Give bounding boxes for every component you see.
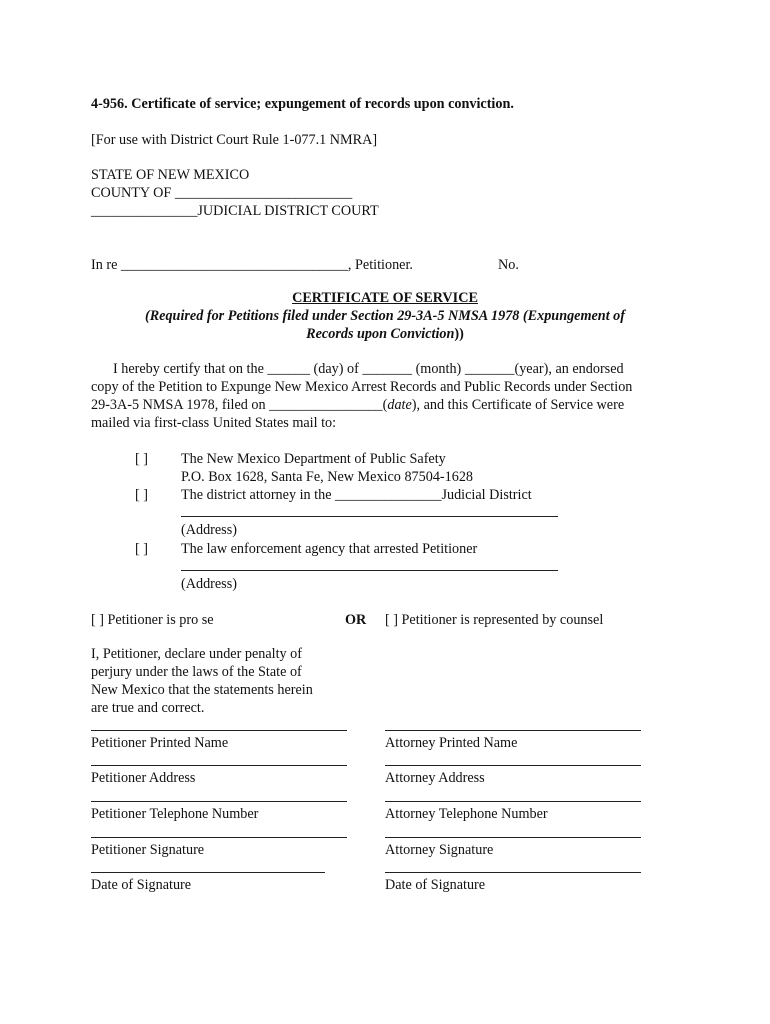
- petitioner-signature-line[interactable]: [91, 837, 347, 838]
- body-line2: copy of the Petition to Expunge New Mexico Arrest Records and Public Records under Section: [91, 379, 633, 395]
- checkbox-law-enforcement[interactable]: [ ]: [135, 541, 148, 557]
- certificate-subtitle-line2: [0, 325, 770, 343]
- attorney-name-line[interactable]: [385, 730, 641, 731]
- district-court-line: _______________JUDICIAL DISTRICT COURT: [91, 203, 379, 219]
- le-address-line: [181, 570, 558, 571]
- attorney-date-label: Date of Signature: [385, 877, 486, 893]
- subtitle-italic: Records upon Conviction: [306, 326, 455, 342]
- attorney-signature-label: Attorney Signature: [385, 842, 494, 858]
- attorney-phone-line[interactable]: [385, 801, 641, 802]
- recipient-law-enforcement: The law enforcement agency that arrested Petitioner: [181, 541, 478, 557]
- checkbox-dps[interactable]: [ ]: [135, 451, 148, 467]
- case-number-label: No.: [498, 257, 519, 273]
- attorney-name-label: Attorney Printed Name: [385, 735, 518, 751]
- petitioner-phone-line[interactable]: [91, 801, 347, 802]
- county-line: COUNTY OF _________________________: [91, 185, 353, 201]
- rule-note: [For use with District Court Rule 1-077.1 NMRA]: [91, 132, 378, 148]
- certificate-heading: CERTIFICATE OF SERVICE: [292, 290, 478, 306]
- body-line4: mailed via first-class United States mail to:: [91, 415, 337, 431]
- recipient-dps-address: P.O. Box 1628, Santa Fe, New Mexico 87504-1628: [181, 469, 474, 485]
- state-line: STATE OF NEW MEXICO: [91, 167, 250, 183]
- petitioner-address-line[interactable]: [91, 765, 347, 766]
- petitioner-name-label: Petitioner Printed Name: [91, 735, 229, 751]
- attorney-address-line[interactable]: [385, 765, 641, 766]
- attorney-signature-line[interactable]: [385, 837, 641, 838]
- pro-se-option[interactable]: [ ] Petitioner is pro se: [91, 612, 214, 628]
- subtitle-close: )): [454, 326, 464, 342]
- body-line3-start: 29-3A-5 NMSA 1978, filed on ________________(: [91, 397, 388, 413]
- body-line3-date: date: [387, 397, 412, 413]
- da-address-line: [181, 516, 558, 517]
- body-line3: [91, 396, 624, 414]
- recipient-dps-name: The New Mexico Department of Public Safety: [181, 451, 446, 467]
- checkbox-district-attorney[interactable]: [ ]: [135, 487, 148, 503]
- declaration-line2: perjury under the laws of the State of: [91, 664, 302, 680]
- recipient-district-attorney: The district attorney in the _______________Judicial District: [181, 487, 532, 503]
- petitioner-date-label: Date of Signature: [91, 877, 192, 893]
- le-address-label: (Address): [181, 576, 237, 592]
- declaration-line4: are true and correct.: [91, 700, 205, 716]
- body-line3-end: ), and this Certificate of Service were: [411, 397, 625, 413]
- petitioner-address-label: Petitioner Address: [91, 770, 196, 786]
- certificate-subtitle-line1: (Required for Petitions filed under Section 29-3A-5 NMSA 1978 (Expungement of: [144, 308, 626, 324]
- petitioner-phone-label: Petitioner Telephone Number: [91, 806, 259, 822]
- attorney-date-line[interactable]: [385, 872, 641, 873]
- counsel-option[interactable]: [ ] Petitioner is represented by counsel: [385, 612, 604, 628]
- form-title: 4-956. Certificate of service; expungement of records upon conviction.: [91, 96, 514, 112]
- body-line1: I hereby certify that on the ______ (day) of _______ (month) _______(year), an endorsed: [113, 361, 624, 377]
- declaration-line3: New Mexico that the statements herein: [91, 682, 313, 698]
- or-label: OR: [345, 612, 367, 628]
- petitioner-date-line[interactable]: [91, 872, 325, 873]
- attorney-phone-label: Attorney Telephone Number: [385, 806, 548, 822]
- declaration-line1: I, Petitioner, declare under penalty of: [91, 646, 302, 662]
- in-re-line: In re ________________________________, Petitioner.: [91, 257, 413, 273]
- da-address-label: (Address): [181, 522, 237, 538]
- petitioner-name-line[interactable]: [91, 730, 347, 731]
- petitioner-signature-label: Petitioner Signature: [91, 842, 205, 858]
- attorney-address-label: Attorney Address: [385, 770, 485, 786]
